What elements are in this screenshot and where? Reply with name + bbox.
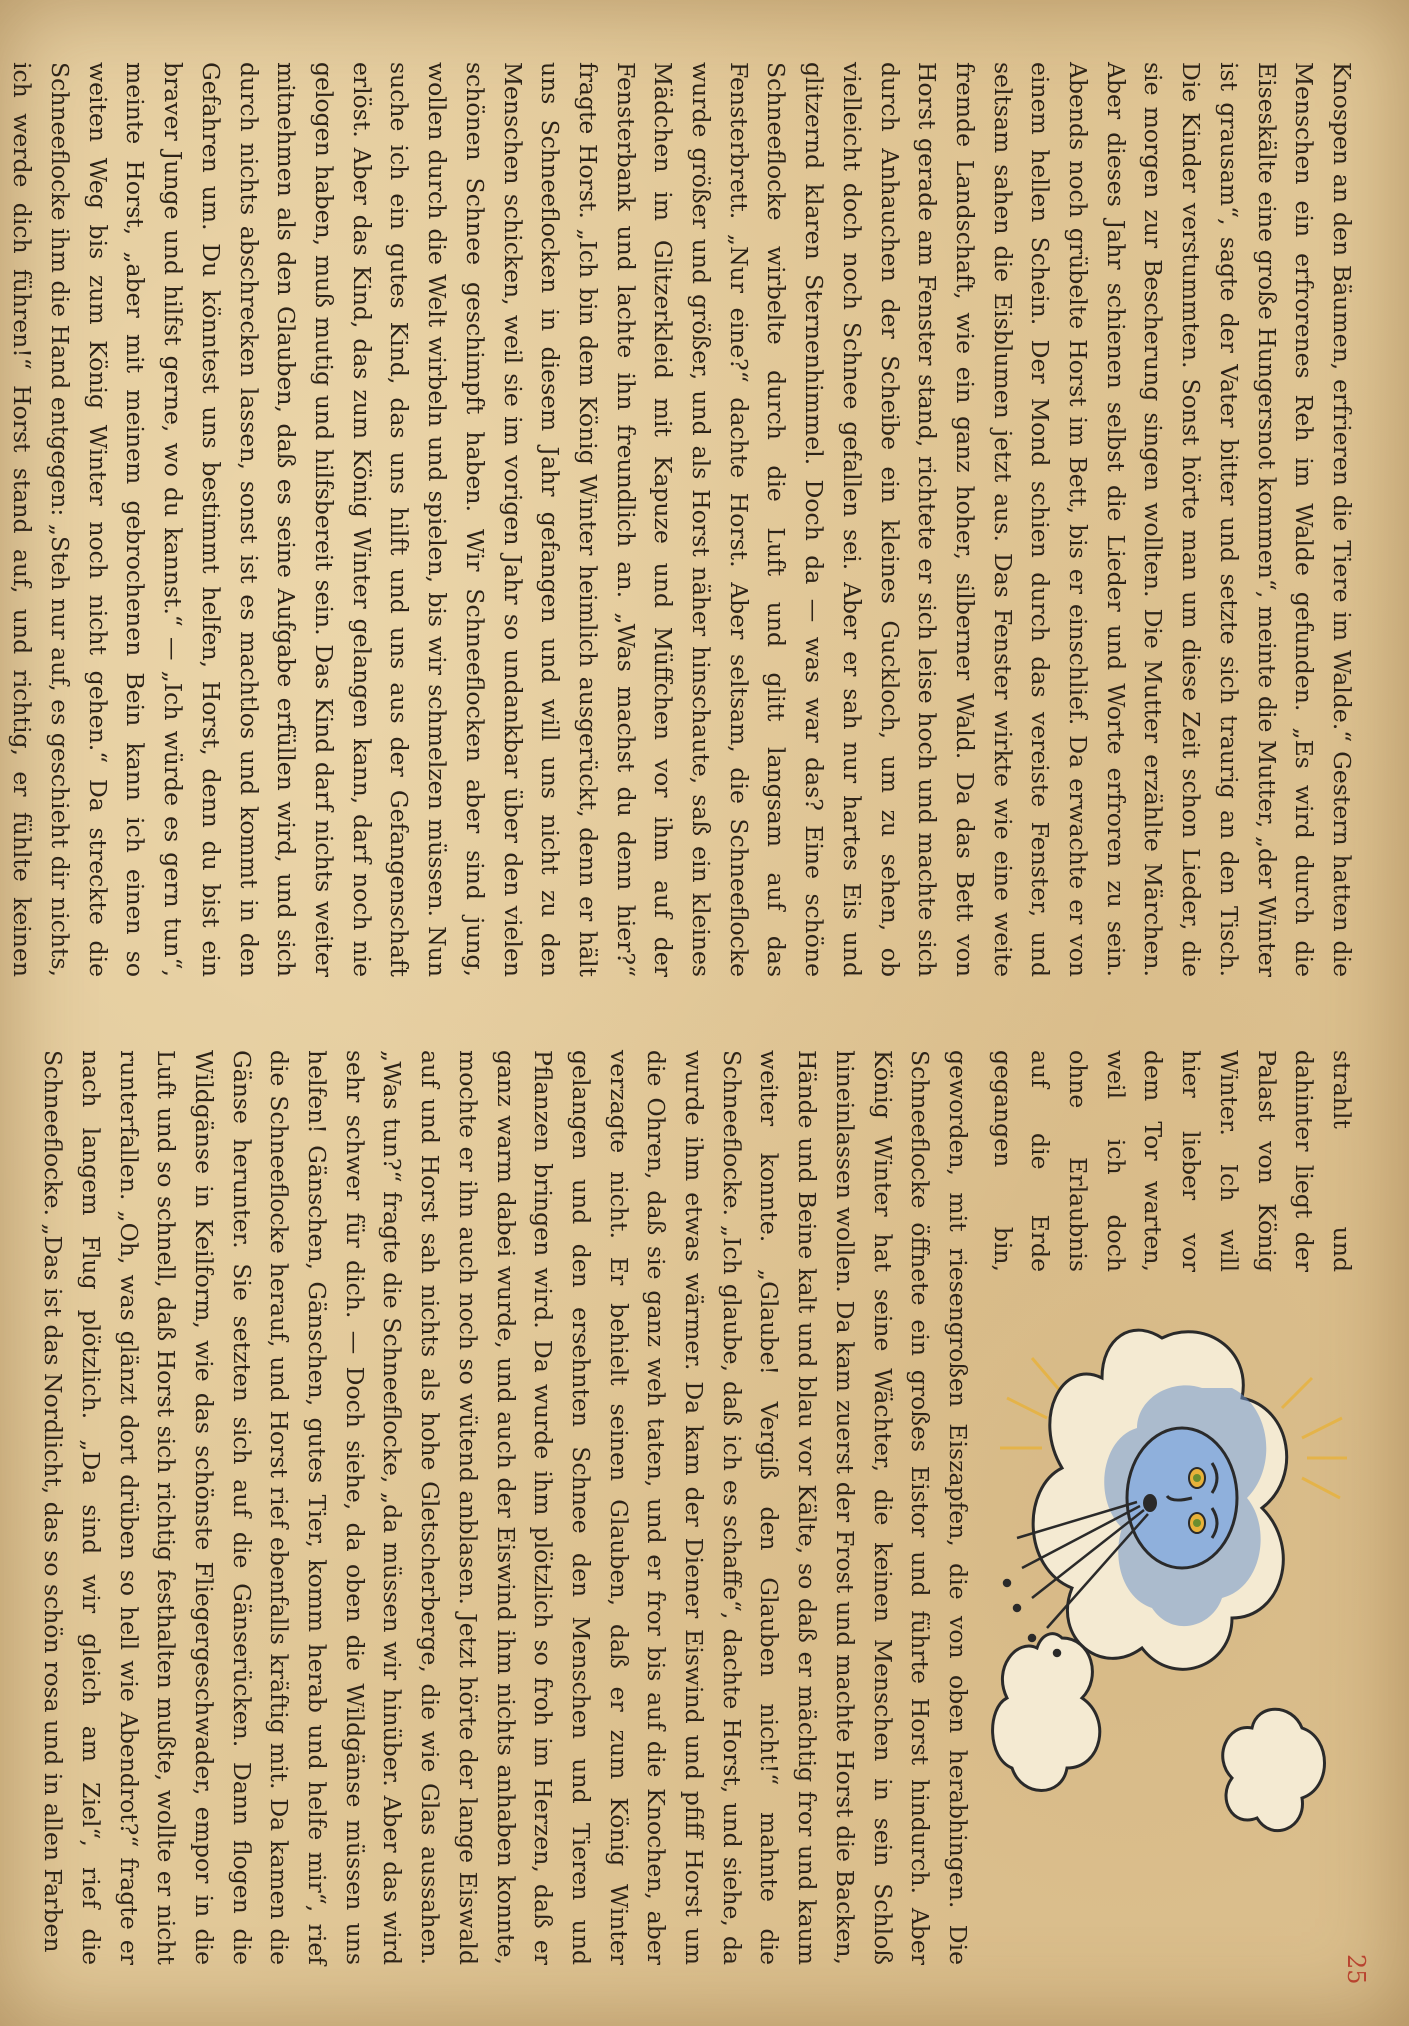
paragraph: geworden, mit riesengroßen Eiszapfen, die von oben herabhingen. Die Schneeflocke öffnete ein großes Eistor und führte Horst hindurch. Aber König Winter hat seine Wächter, die keinen Menschen in sein Schloß hineinlassen wollen. Da kam zuerst der Frost und machte Horst die Backen, Hände und Beine kalt und blau vor Kälte, so daß er mächtig fror und kaum weiter konnte. „Glaube! Vergiß den Glauben nicht!“ mahnte die Schneeflocke. „Ich glaube, daß ich es schaffe“, dachte Horst, und siehe, da wurde ihm etwas wärmer. Da kam der Diener Eiswind und pfiff Horst um die Ohren, daß sie ganz weh taten, und er fror bis auf die Knochen, aber verzagte nicht. Er behielt seinen Glauben, daß er zum König Winter gelangen und den ersehnten Schnee den Menschen und Tieren und Pflanzen bringen wird. Da wurde ihm plötzlich so froh im Herzen, daß er ganz warm dabei wurde, und auch der Eiswind ihm nichts anhaben konnte, mochte er ihn auch noch so wütend anblasen. Jetzt hörte der lange Eiswald auf und Horst sah nichts als hohe Gletscherberge, die wie Glas aussahen. „Was tun?“ fragte die Schneeflocke, „da müssen wir hinüber. Aber das wird sehr schwer für dich. — Doch siehe, da oben die Wildgänse müssen uns helfen! Gänschen, Gänschen, gutes Tier, komm herab und helfe mir“, rief die Schneeflocke herauf, und Horst rief ebenfalls kräftig mit. Da kamen die Gänse herunter. Sie setzten sich auf die Gänserücken. Dann flogen die Wildgänse in Keilform, wie das schönste Fliegergeschwader, empor in die Luft und so schnell, daß Horst sich richtig festhalten mußte, wollte er nicht runterfallen. „Oh, was glänzt dort drüben so hell wie Abendrot?“ fragte er nach langem Flug plötzlich. „Da sind wir gleich am Ziel“, rief die Schneeflocke. „Das ist das Nordlicht, das so schön rosa und in allen Farben [39,1050,972,1965]
page-number: 25 [1342,1954,1370,1985]
wind-face [1127,1428,1237,1568]
text-column-right-narrow [980,1050,1360,1272]
paragraph: Knospen an den Bäumen, erfrieren die Tiere im Walde.“ Gestern hatten die Menschen ein erfrorenes Reh im Walde gefunden. „Es wird durch die Eiseskälte eine große Hungersnot kommen“, meinte die Mutter, „der Winter ist grausam“, sagte der Vater bitter und setzte sich traurig an den Tisch. Die Kinder verstummten. Sonst hörte man um diese Zeit schon Lieder, die sie morgen zur Bescherung singen wollten. Die Mutter erzählte Märchen. Aber dieses Jahr schienen selbst die Lieder und Worte erfroren zu sein. Abends noch grübelte Horst im Bett, bis er einschlief. Da erwachte er von einem hellen Schein. Der Mond schien durch das vereiste Fenster, und seltsam sahen die Eisblumen jetzt aus. Das Fenster wirkte wie eine weite fremde Landschaft, wie ein ganz hoher, silberner Wald. Da das Bett von Horst gerade am Fenster stand, richtete er sich leise hoch und machte sich durch Anhauchen der Scheibe ein kleines Guckloch, um zu sehen, ob vielleicht doch noch Schnee gefallen sei. Aber er sah nur hartes Eis und glitzernd klaren Sternenhimmel. Doch da — was war das? Eine schöne Schneeflocke wirbelte durch die Luft und glitt langsam auf das Fensterbrett. „Nur eine?“ dachte Horst. Aber seltsam, die Schneeflocke wurde größer und größer, und als Horst näher hinschaute, saß ein kleines Mädchen im Glitzerkleid mit Kapuze und Müffchen vor ihm auf der Fensterbank und lachte ihn freundlich an. „Was machst du denn hier?“ fragte Horst. „Ich bin dem König Winter heimlich ausgerückt, denn er hält uns Schneeflocken in diesem Jahr gefangen und will uns nicht zu den Menschen schicken, weil sie im vorigen Jahr so undankbar über den vielen schönen Schnee geschimpft haben. Wir Schneeflocken aber sind jung, wollen durch die Welt wirbeln und spielen, bis wir schmelzen müssen. Nun suche ich ein gutes Kind, das uns hilft und uns aus der Gefangenschaft erlöst. Aber das Kind, das zum König Winter gelangen kann, darf noch nie gelogen haben, muß mutig und hilfsbereit sein. Das Kind darf nichts weiter mitnehmen als den Glauben, daß es seine Aufgabe erfüllen wird, und sich durch nichts abschrecken lassen, sonst ist es machtlos und kommt in den Gefahren um. Du könntest uns bestimmt helfen, Horst, denn du bist ein braver Junge und hilfst gerne, wo du kannst.“ — „Ich würde es gern tun“, meinte Horst, „aber mit meinem gebrochenen Bein kann ich einen so weiten Weg bis zum König Winter noch nicht gehen.“ Da streckte die Schneeflocke ihm die Hand entgegen: „Steh nur auf, es geschieht dir nichts, ich werde dich führen!“ Horst stand auf, und richtig, er fühlte keinen [8,62,1356,977]
rotated-page [8,38,1372,1996]
text-column-right [33,1050,976,1965]
paragraph: strahlt und dahinter liegt der Palast von König Winter. Ich will hier lieber vor dem Tor warten, weil ich doch ohne Erlaubnis auf die Erde gegangen bin, [988,1050,1356,1272]
north-wind-illustration [982,1298,1362,1898]
text-column-left [0,62,1360,977]
